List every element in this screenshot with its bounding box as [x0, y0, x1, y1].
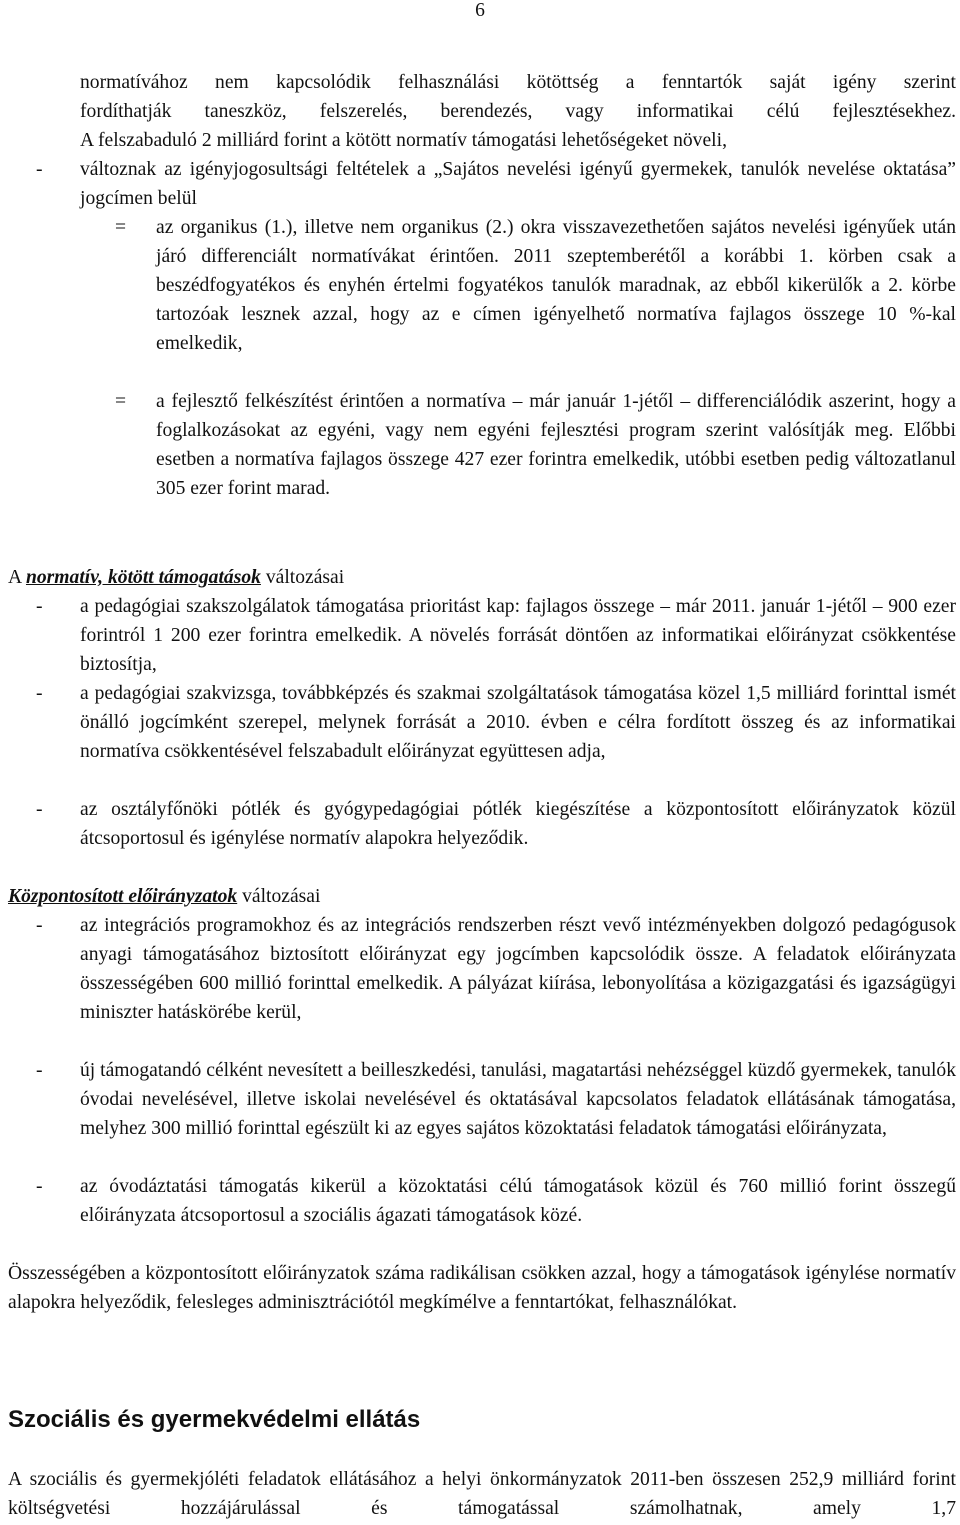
normativ-item-3: az osztályfőnöki pótlék és gyógypedagógiai pótlék kiegészítése a központosított előirányzatok közül átcsoportosul és igénylése normatív alapokra helyeződik. — [80, 799, 956, 849]
normativ-item-2: a pedagógiai szakvizsga, továbbképzés és szakmai szolgáltatások támogatása közel 1,5 milliárd forinttal ismét önálló jogcímként szerepel, melynek forrását a 2010. évben e célra fordított összeg és az informatikai normatíva csökkentésével felszabadult előirányzat együttesen adja, — [80, 683, 956, 762]
list-dash: - — [36, 1060, 43, 1081]
list-equals: = — [115, 391, 127, 412]
list-dash: - — [36, 915, 43, 936]
intro-line-3: A felszabaduló 2 milliárd forint a kötött normatív támogatási lehetőségeket növeli, — [80, 130, 727, 151]
kozpontositott-item-1: az integrációs programokhoz és az integrációs rendszerben részt vevő intézményekben dolgozó pedagógusok anyagi támogatásához biztosított előirányzat egy jogcímben kapcsolódik össze. A feladatok előirányzata összességében 600 millió forinttal emelkedik. A pályázat kiírása, lebonyolítása a közigazgatási és igazságügyi miniszter hatáskörébe kerül, — [80, 915, 956, 1023]
section-paragraph: A szociális és gyermekjóléti feladatok ellátásához a helyi önkormányzatok 2011-ben összesen 252,9 milliárd forint költségvetési hozzájárulással és támogatással számolhatnak, amely 1,7 — [8, 1469, 956, 1519]
summary-paragraph: Összességében a központosított előirányzatok száma radikálisan csökken azzal, hogy a támogatások igénylése normatív alapokra helyeződik, felesleges adminisztrációtól megkímélve a fenntartókat, felhasználókat. — [8, 1263, 956, 1313]
page-number: 6 — [475, 0, 485, 21]
list-dash: - — [36, 159, 43, 180]
list-dash: - — [36, 683, 43, 704]
intro-line-1: normatívához nem kapcsolódik felhasználási kötöttség a fenntartók saját igény szerint — [80, 72, 956, 93]
sajatos-text: változnak az igényjogosultsági feltételek a „Sajátos nevelési igényű gyermekek, tanulók nevelése oktatása” jogcímen belül — [80, 159, 956, 209]
normativ-item-1: a pedagógiai szakszolgálatok támogatása prioritást kap: fajlagos összege – már 2011. január 1-jétől – 900 ezer forintról 1 200 ezer forintra emelkedik. A növelés forrását döntően az informatikai előirányzat csökkentése biztosítja, — [80, 596, 956, 675]
list-dash: - — [36, 1176, 43, 1197]
list-equals: = — [115, 217, 127, 238]
kozpontositott-item-3: az óvodáztatási támogatás kikerül a közoktatási célú támogatások közül és 760 millió forint összegű előirányzata átcsoportosul a szociális ágazati támogatások közé. — [80, 1176, 956, 1226]
sajatos-sub-1: az organikus (1.), illetve nem organikus (2.) okra visszavezethetően sajátos nevelési igényűek után járó differenciált normatívákat érintően. 2011 szeptemberétől a korábbi 1. körben csak a beszédfogyatékos és enyhén értelmi fogyatékos tanulók maradnak, az ebből kikerülők a 2. körbe tartozóak lesznek azzal, hogy az e címen igényelhető normatíva fajlagos összege 10 %-kal emelkedik, — [156, 217, 956, 354]
list-dash: - — [36, 799, 43, 820]
kozpontositott-item-2: új támogatandó célként nevesített a beilleszkedési, tanulási, magatartási nehézséggel küzdő gyermekek, tanulók óvodai nevelésével, illetve iskolai nevelésével és oktatásával kapcsolatos feladatok ellátásának támogatása, melyhez 300 millió forinttal egészült ki az egyes sajátos közoktatási feladatok támogatási előirányzata, — [80, 1060, 956, 1139]
section-title: Szociális és gyermekvédelmi ellátás — [8, 1406, 421, 1433]
list-dash: - — [36, 596, 43, 617]
intro-line-2: fordíthatják taneszköz, felszerelés, berendezés, vagy informatikai célú fejlesztésekhez. — [80, 101, 956, 122]
section-heading-kozpontositott: Központosított előirányzatok változásai — [8, 886, 321, 907]
section-heading-normativ: A normatív, kötött támogatások változásai — [8, 567, 345, 588]
sajatos-sub-2: a fejlesztő felkészítést érintően a normatíva – már január 1-jétől – differenciálódik aszerint, hogy a foglalkozásokat az egyéni, vagy nem egyéni fejlesztési program szerint valósítják meg. Előbbi esetben a normatíva fajlagos összege 427 ezer forintra emelkedik, utóbbi esetben pedig változatlanul 305 ezer forint marad. — [156, 391, 956, 499]
